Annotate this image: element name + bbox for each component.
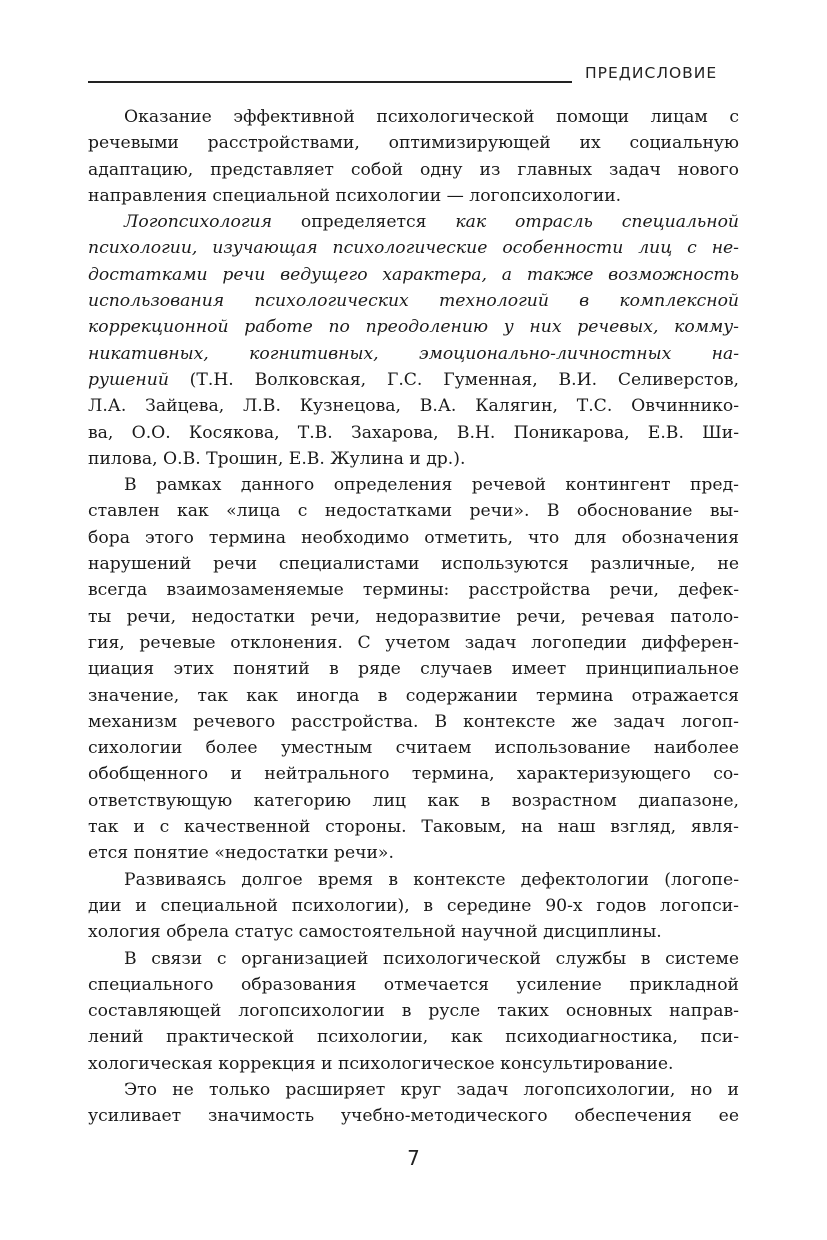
text-line: всегда взаимозаменяемые термины: расстройства речи, дефек- bbox=[88, 580, 739, 601]
text-line: гия, речевые отклонения. С учетом задач логопедии дифферен- bbox=[88, 632, 739, 653]
text-line: Оказание эффективной психологической помощи лицам с bbox=[124, 107, 739, 127]
text-line: ответствующую категорию лиц как в возрастном диапазоне, bbox=[88, 790, 739, 811]
text-line: коррекционной работе по преодолению у них речевых, комму- bbox=[88, 317, 739, 338]
text-line: ты речи, недостатки речи, недоразвитие речи, речевая патоло- bbox=[88, 606, 739, 627]
body-text bbox=[88, 104, 739, 1130]
text-line: психологии, изучающая психологические особенности лиц с не- bbox=[88, 238, 739, 259]
text-line: достатками речи ведущего характера, а также возможность bbox=[88, 264, 739, 285]
text-line: обобщенного и нейтрального термина, характеризующего со- bbox=[88, 764, 739, 785]
text-line: Это не только расширяет круг задач логопсихологии, но и bbox=[124, 1079, 739, 1100]
paragraph-6 bbox=[88, 1077, 739, 1130]
header-rule bbox=[88, 81, 572, 83]
paragraph-3 bbox=[88, 472, 739, 866]
paragraph-1 bbox=[88, 104, 739, 209]
text-line: направления специальной психологии — логопсихологии. bbox=[88, 185, 622, 206]
text-line: циация этих понятий в ряде случаев имеет принципиальное bbox=[88, 659, 739, 680]
text-line: использования психологических технологий в комплексной bbox=[88, 291, 739, 312]
text-line: хология обрела статус самостоятельной научной дисциплины. bbox=[88, 922, 662, 943]
text-line: ется понятие «недостатки речи». bbox=[88, 843, 394, 864]
paragraph-4 bbox=[88, 867, 739, 946]
text-line: Л.А. Зайцева, Л.В. Кузнецова, В.А. Калягин, Т.С. Овчиннико- bbox=[88, 396, 739, 417]
page-number: 7 bbox=[407, 1146, 420, 1170]
text-line: речевыми расстройствами, оптимизирующей их социальную bbox=[88, 133, 739, 154]
text-line: нарушений речи специалистами используются различные, не bbox=[88, 554, 739, 575]
text-line bbox=[88, 367, 739, 393]
paragraph-5 bbox=[88, 946, 739, 1077]
text-line: лений практической психологии, как психодиагностика, пси- bbox=[88, 1027, 739, 1048]
term-logopsychology: Логопсихология bbox=[124, 212, 272, 233]
text-line: составляющей логопсихологии в русле таких основных направ- bbox=[88, 1001, 739, 1022]
text-line: бора этого термина необходимо отметить, что для обозначения bbox=[88, 527, 739, 548]
text-line: пилова, О.В. Трошин, Е.В. Жулина и др.). bbox=[88, 448, 466, 469]
text-line: так и с качественной стороны. Таковым, на наш взгляд, явля- bbox=[88, 817, 739, 838]
text-line: дии и специальной психологии), в середине 90-х годов логопси- bbox=[88, 895, 739, 916]
text-line: усиливает значимость учебно-методического обеспечения ее bbox=[88, 1106, 739, 1127]
text-line: Развиваясь долгое время в контексте дефектологии (логопе- bbox=[124, 869, 739, 890]
text-line: никативных, когнитивных, эмоционально-личностных на- bbox=[88, 343, 739, 364]
text-line: хологическая коррекция и психологическое консультирование. bbox=[88, 1053, 674, 1074]
text-line: В рамках данного определения речевой контингент пред- bbox=[124, 475, 739, 496]
text-line: специального образования отмечается усиление прикладной bbox=[88, 974, 739, 995]
text-line: В связи с организацией психологической службы в системе bbox=[124, 948, 739, 969]
definition-fragment: как отрасль специальной bbox=[455, 212, 739, 233]
text-line: адаптацию, представляет собой одну из главных задач нового bbox=[88, 159, 739, 180]
paragraph-2 bbox=[88, 209, 739, 472]
definition-fragment: рушений bbox=[88, 369, 169, 390]
running-title: ПРЕДИСЛОВИЕ bbox=[585, 64, 718, 82]
text-fragment: (Т.Н. Волковская, Г.С. Гуменная, В.И. Селиверстов, bbox=[168, 369, 739, 390]
text-line: механизм речевого расстройства. В контексте же задач логоп- bbox=[88, 711, 739, 732]
text-line: сихологии более уместным считаем использование наиболее bbox=[88, 738, 739, 759]
text-line: ставлен как «лица с недостатками речи». В обоснование вы- bbox=[88, 501, 739, 522]
text-line: значение, так как иногда в содержании термина отражается bbox=[88, 685, 739, 706]
text-fragment: определяется bbox=[271, 212, 456, 233]
text-line: ва, О.О. Косякова, Т.В. Захарова, В.Н. Поникарова, Е.В. Ши- bbox=[88, 422, 739, 443]
text-line bbox=[88, 209, 739, 235]
